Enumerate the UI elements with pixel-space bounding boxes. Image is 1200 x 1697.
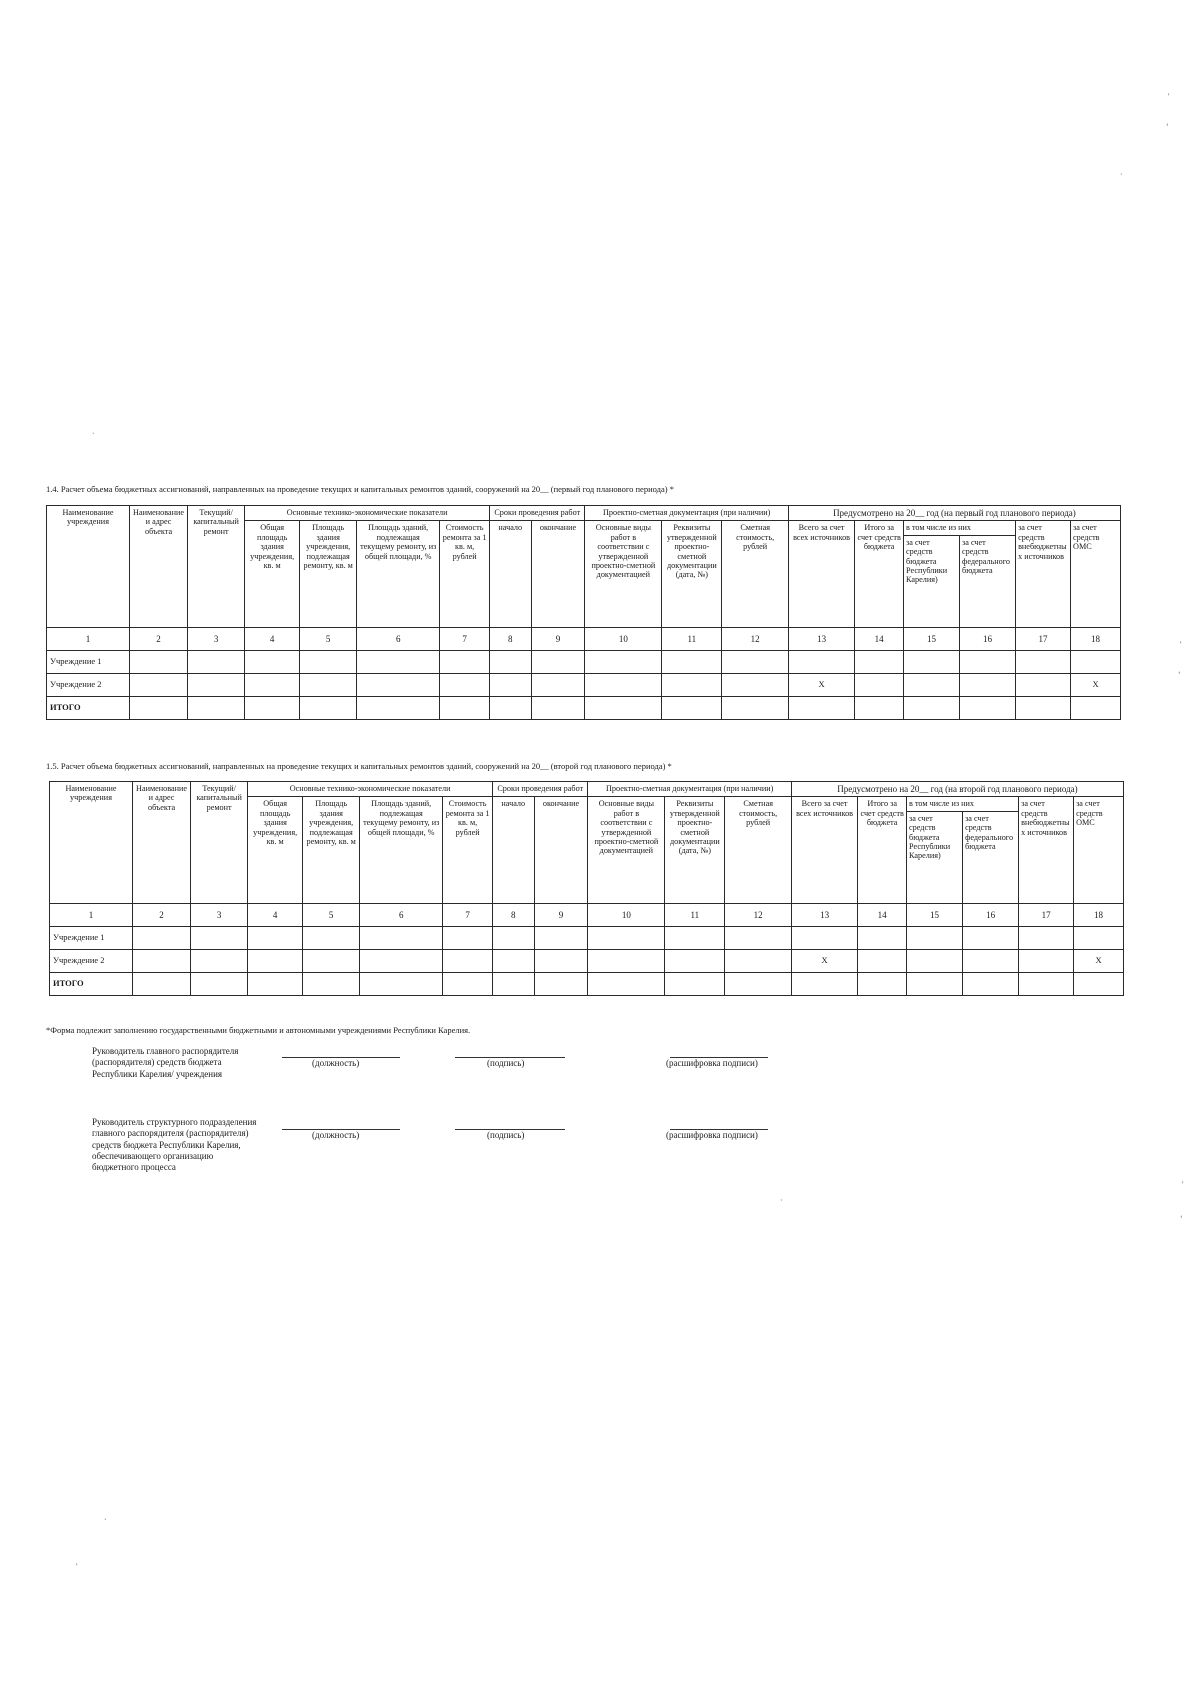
header-total-area: Общая площадь здания учреждения, кв. м — [245, 521, 300, 627]
col-number: 12 — [725, 903, 791, 926]
col-number: 6 — [357, 627, 440, 650]
col-number: 11 — [665, 903, 725, 926]
scan-speck: ' — [76, 1562, 78, 1571]
header-object-name: Наименование и адрес объекта — [133, 782, 191, 904]
scan-speck: ' — [1180, 640, 1182, 649]
table-row-total — [47, 696, 1121, 719]
col-number: 5 — [300, 627, 357, 650]
position-caption: (должность) — [312, 1058, 360, 1068]
signature-caption: (подпись) — [487, 1058, 525, 1068]
header-cost-per-sqm: Стоимость ремонта за 1 кв. м, рублей — [440, 521, 490, 627]
table-row — [47, 650, 1121, 673]
row-label: Учреждение 1 — [50, 926, 133, 949]
table-row — [50, 926, 1124, 949]
header-doc-details: Реквизиты утвержденной проектно-сметной документации (дата, №) — [662, 521, 722, 627]
header-total-area: Общая площадь здания учреждения, кв. м — [248, 797, 303, 903]
decoding-caption: (расшифровка подписи) — [666, 1058, 758, 1068]
header-dates-group: Сроки проведения работ — [490, 506, 585, 521]
header-federal-budget: за счет средств федерального бюджета — [963, 811, 1019, 903]
x-mark: X — [1071, 673, 1121, 696]
header-end: окончание — [534, 797, 588, 903]
row-label: Учреждение 2 — [50, 949, 133, 972]
table-1-5 — [49, 781, 1124, 996]
header-including: в том числе из них — [904, 521, 1016, 535]
header-estimate-cost: Сметная стоимость, рублей — [722, 521, 788, 627]
header-federal-budget: за счет средств федерального бюджета — [960, 535, 1016, 627]
col-number: 6 — [360, 903, 443, 926]
header-all-sources: Всего за счет всех источников — [788, 521, 854, 627]
header-institution-name: Наименование учреждения — [50, 782, 133, 904]
scan-speck: · — [780, 1196, 783, 1205]
col-number: 4 — [248, 903, 303, 926]
col-number: 9 — [534, 903, 588, 926]
header-cost-per-sqm: Стоимость ремонта за 1 кв. м, рублей — [443, 797, 493, 903]
header-republic-budget: за счет средств бюджета Республики Карелия) — [904, 535, 960, 627]
header-extra-budget: за счет средств внебюджетных источников — [1016, 521, 1071, 627]
col-number: 9 — [531, 627, 585, 650]
header-start: начало — [490, 521, 532, 627]
table-row — [50, 949, 1124, 972]
col-number: 4 — [245, 627, 300, 650]
scan-speck: ʻ — [1178, 670, 1181, 679]
header-dates-group: Сроки проведения работ — [493, 782, 588, 797]
col-number: 18 — [1074, 903, 1124, 926]
col-number: 2 — [133, 903, 191, 926]
header-oms: за счет средств ОМС — [1074, 797, 1124, 903]
col-number: 5 — [303, 903, 360, 926]
col-number: 12 — [722, 627, 788, 650]
col-number: 7 — [440, 627, 490, 650]
header-doc-details: Реквизиты утвержденной проектно-сметной документации (дата, №) — [665, 797, 725, 903]
header-provided-group: Предусмотрено на 20__ год (на второй год планового периода) — [791, 782, 1123, 797]
scan-speck: · — [1120, 170, 1123, 179]
col-number: 7 — [443, 903, 493, 926]
header-main-works: Основные виды работ в соответствии с утвержденной проектно-сметной документацией — [585, 521, 662, 627]
scan-speck: ʻ — [1180, 1214, 1183, 1223]
header-repair-area: Площадь здания учреждения, подлежащая ремонту, кв. м — [303, 797, 360, 903]
col-number: 2 — [130, 627, 188, 650]
scan-speck: ˏ — [104, 1511, 107, 1520]
col-number: 18 — [1071, 627, 1121, 650]
row-label: Учреждение 1 — [47, 650, 130, 673]
header-docs-group: Проектно-сметная документация (при наличии) — [585, 506, 788, 521]
header-oms: за счет средств ОМС — [1071, 521, 1121, 627]
header-current-repair-pct: Площадь зданий, подлежащая текущему ремонту, из общей площади, % — [360, 797, 443, 903]
x-mark: X — [788, 673, 854, 696]
table-row-total — [50, 972, 1124, 995]
col-number: 17 — [1016, 627, 1071, 650]
decoding-caption: (расшифровка подписи) — [666, 1130, 758, 1140]
header-tech-group: Основные технико-экономические показатели — [245, 506, 490, 521]
col-number: 16 — [960, 627, 1016, 650]
row-label: Учреждение 2 — [47, 673, 130, 696]
header-extra-budget: за счет средств внебюджетных источников — [1019, 797, 1074, 903]
header-object-name: Наименование и адрес объекта — [130, 506, 188, 628]
scan-speck: ʻ — [1166, 122, 1169, 131]
col-number: 3 — [188, 627, 245, 650]
table-1-5-title: 1.5. Расчет объема бюджетных ассигнований, направленных на проведение текущих и капитальных ремонтов зданий, сооружений на 20__ (второй год планового периода) * — [46, 761, 672, 771]
header-provided-group: Предусмотрено на 20__ год (на первый год планового периода) — [788, 506, 1120, 521]
col-number: 10 — [585, 627, 662, 650]
col-number: 13 — [788, 627, 854, 650]
header-current-repair-pct: Площадь зданий, подлежащая текущему ремонту, из общей площади, % — [357, 521, 440, 627]
col-number: 1 — [47, 627, 130, 650]
header-repair-type: Текущий/ капитальный ремонт — [191, 782, 248, 904]
col-number: 11 — [662, 627, 722, 650]
footnote: *Форма подлежит заполнению государственными бюджетными и автономными учреждениями Республики Карелия. — [46, 1025, 471, 1035]
table-1-4-title: 1.4. Расчет объема бюджетных ассигнований, направленных на проведение текущих и капитальных ремонтов зданий, сооружений на 20__ (первый год планового периода) * — [46, 484, 674, 494]
signature-role-2: Руководитель структурного подразделения главного распорядителя (распорядителя) средств бюджета Республики Карелия, обеспечивающего организацию бюджетного процесса — [92, 1117, 257, 1172]
header-end: окончание — [531, 521, 585, 627]
scan-speck: ' — [1182, 1180, 1184, 1189]
row-label: ИТОГО — [50, 972, 133, 995]
header-docs-group: Проектно-сметная документация (при наличии) — [588, 782, 791, 797]
header-main-works: Основные виды работ в соответствии с утвержденной проектно-сметной документацией — [588, 797, 665, 903]
position-caption: (должность) — [312, 1130, 360, 1140]
header-start: начало — [493, 797, 535, 903]
col-number: 14 — [858, 903, 907, 926]
header-including: в том числе из них — [907, 797, 1019, 811]
signature-role-1: Руководитель главного распорядителя (распорядителя) средств бюджета Республики Карелия/ учреждения — [92, 1046, 239, 1079]
header-estimate-cost: Сметная стоимость, рублей — [725, 797, 791, 903]
scan-speck: ' — [1168, 92, 1170, 101]
col-number: 16 — [963, 903, 1019, 926]
header-republic-budget: за счет средств бюджета Республики Карелия) — [907, 811, 963, 903]
table-row — [47, 673, 1121, 696]
header-tech-group: Основные технико-экономические показатели — [248, 782, 493, 797]
col-number: 15 — [904, 627, 960, 650]
header-institution-name: Наименование учреждения — [47, 506, 130, 628]
header-repair-type: Текущий/ капитальный ремонт — [188, 506, 245, 628]
row-label: ИТОГО — [47, 696, 130, 719]
col-number: 3 — [191, 903, 248, 926]
signature-caption: (подпись) — [487, 1130, 525, 1140]
col-number: 1 — [50, 903, 133, 926]
col-number: 8 — [490, 627, 532, 650]
header-repair-area: Площадь здания учреждения, подлежащая ремонту, кв. м — [300, 521, 357, 627]
col-number: 14 — [855, 627, 904, 650]
table-1-4 — [46, 505, 1121, 720]
x-mark: X — [791, 949, 857, 972]
col-number: 13 — [791, 903, 857, 926]
header-budget-total: Итого за счет средств бюджета — [858, 797, 907, 903]
col-number: 15 — [907, 903, 963, 926]
col-number: 10 — [588, 903, 665, 926]
col-number: 8 — [493, 903, 535, 926]
header-all-sources: Всего за счет всех источников — [791, 797, 857, 903]
x-mark: X — [1074, 949, 1124, 972]
scan-speck: ˏ — [92, 425, 95, 434]
col-number: 17 — [1019, 903, 1074, 926]
header-budget-total: Итого за счет средств бюджета — [855, 521, 904, 627]
